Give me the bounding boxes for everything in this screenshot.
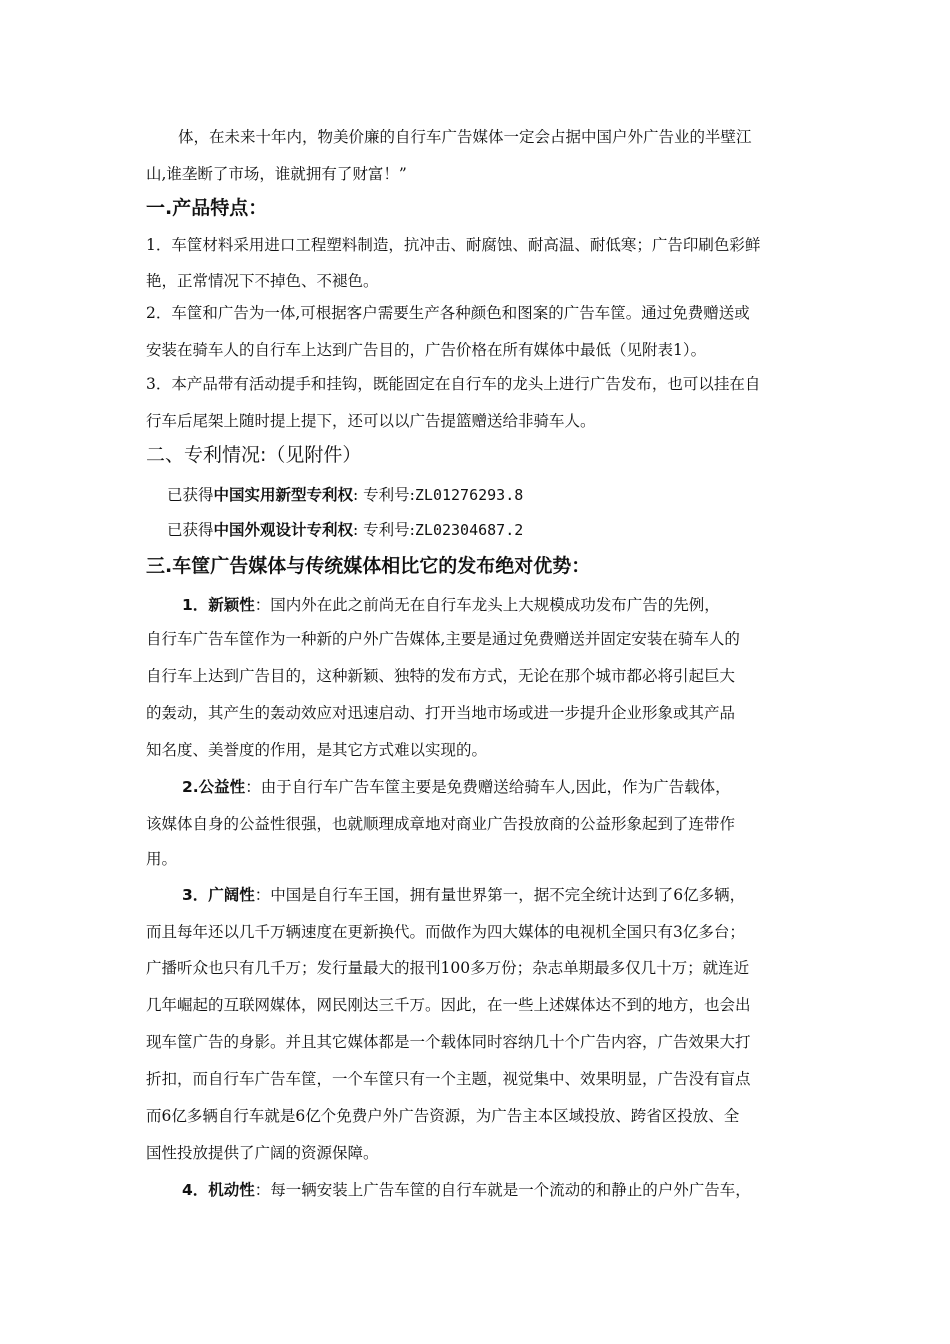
advantage-1-line: 知名度、美誉度的作用，是其它方式难以实现的。	[146, 741, 488, 759]
advantage-3-line: 广播听众也只有几千万；发行量最大的报刊100多万份；杂志单期最多仅几十万；就连近	[146, 959, 750, 977]
advantage-2-line: 该媒体自身的公益性很强，也就顺理成章地对商业广告投放商的公益形象起到了连带作	[146, 815, 736, 833]
advantage-1-title: 1．新颖性	[182, 596, 255, 614]
intro-line-1: 体，在未来十年内，物美价廉的自行车广告媒体一定会占据中国户外广告业的半壁江	[178, 128, 752, 146]
advantage-3-line: 几年崛起的互联网媒体，网民刚达三千万。因此，在一些上述媒体达不到的地方，也会出	[146, 996, 751, 1014]
section-1-line: 艳，正常情况下不掉色、不褪色。	[146, 272, 379, 290]
advantage-4-text: ：每一辆安装上广告车筐的自行车就是一个流动的和静止的户外广告车，	[254, 1181, 751, 1199]
patent-line-1	[167, 485, 523, 505]
advantage-4-title: 4．机动性	[182, 1181, 255, 1199]
section-3-heading: 三.车筐广告媒体与传统媒体相比它的发布绝对优势：	[146, 555, 591, 577]
advantage-3-text: ：中国是自行车王国，拥有量世界第一，据不完全统计达到了6亿多辆，	[254, 886, 746, 904]
patent-prefix: 已获得	[167, 486, 214, 504]
section-1-line: 2．车筐和广告为一体,可根据客户需要生产各种颜色和图案的广告车筐。通过免费赠送或	[146, 304, 750, 322]
advantage-3-first-line	[182, 885, 745, 905]
advantage-3-line: 国性投放提供了广阔的资源保障。	[146, 1144, 379, 1162]
intro-line-2: 山,谁垄断了市场，谁就拥有了财富！”	[146, 165, 407, 183]
patent-number: ZL02304687.2	[414, 521, 524, 539]
advantage-2-line: 用。	[146, 850, 178, 868]
advantage-3-line: 而6亿多辆自行车就是6亿个免费户外广告资源，为广告主本区域投放、跨省区投放、全	[146, 1107, 740, 1125]
advantage-2-first-line	[182, 777, 731, 797]
patent-label: : 专利号:	[353, 486, 415, 504]
section-1-line: 3．本产品带有活动提手和挂钩，既能固定在自行车的龙头上进行广告发布，也可以挂在自	[146, 375, 761, 393]
advantage-1-line: 自行车上达到广告目的，这种新颖、独特的发布方式，无论在那个城市都必将引起巨大	[146, 667, 736, 685]
patent-name: 中国实用新型专利权	[213, 486, 354, 504]
patent-prefix: 已获得	[167, 521, 214, 539]
section-1-line: 1．车筐材料采用进口工程塑料制造，抗冲击、耐腐蚀、耐高温、耐低寒；广告印刷色彩鲜	[146, 236, 761, 254]
advantage-1-line: 的轰动，其产生的轰动效应对迅速启动、打开当地市场或进一步提升企业形象或其产品	[146, 704, 736, 722]
advantage-2-text: ：由于自行车广告车筐主要是免费赠送给骑车人,因此，作为广告载体，	[245, 778, 731, 796]
advantage-1-line: 自行车广告车筐作为一种新的户外广告媒体,主要是通过免费赠送并固定安装在骑车人的	[146, 630, 740, 648]
advantage-4-first-line	[182, 1180, 751, 1200]
patent-line-2	[167, 520, 523, 540]
patent-label: : 专利号:	[353, 521, 415, 539]
advantage-3-line: 折扣，而自行车广告车筐，一个车筐只有一个主题，视觉集中、效果明显，广告没有盲点	[146, 1070, 751, 1088]
section-1-line: 安装在骑车人的自行车上达到广告目的，广告价格在所有媒体中最低（见附表1）。	[146, 341, 707, 359]
advantage-3-line: 而且每年还以几千万辆速度在更新换代。而做作为四大媒体的电视机全国只有3亿多台；	[146, 923, 745, 941]
section-1-heading: 一.产品特点：	[146, 197, 268, 219]
patent-name: 中国外观设计专利权	[213, 521, 354, 539]
patent-number: ZL01276293.8	[414, 486, 524, 504]
section-1-line: 行车后尾架上随时提上提下，还可以以广告提篮赠送给非骑车人。	[146, 412, 596, 430]
advantage-3-title: 3．广阔性	[182, 886, 255, 904]
advantage-3-line: 现车筐广告的身影。并且其它媒体都是一个载体同时容纳几十个广告内容，广告效果大打	[146, 1033, 751, 1051]
advantage-1-first-line	[182, 595, 720, 615]
advantage-2-title: 2.公益性	[182, 778, 246, 796]
section-2-heading: 二、专利情况:（见附件）	[146, 444, 362, 466]
advantage-1-text: ：国内外在此之前尚无在自行车龙头上大规模成功发布广告的先例，	[254, 596, 720, 614]
